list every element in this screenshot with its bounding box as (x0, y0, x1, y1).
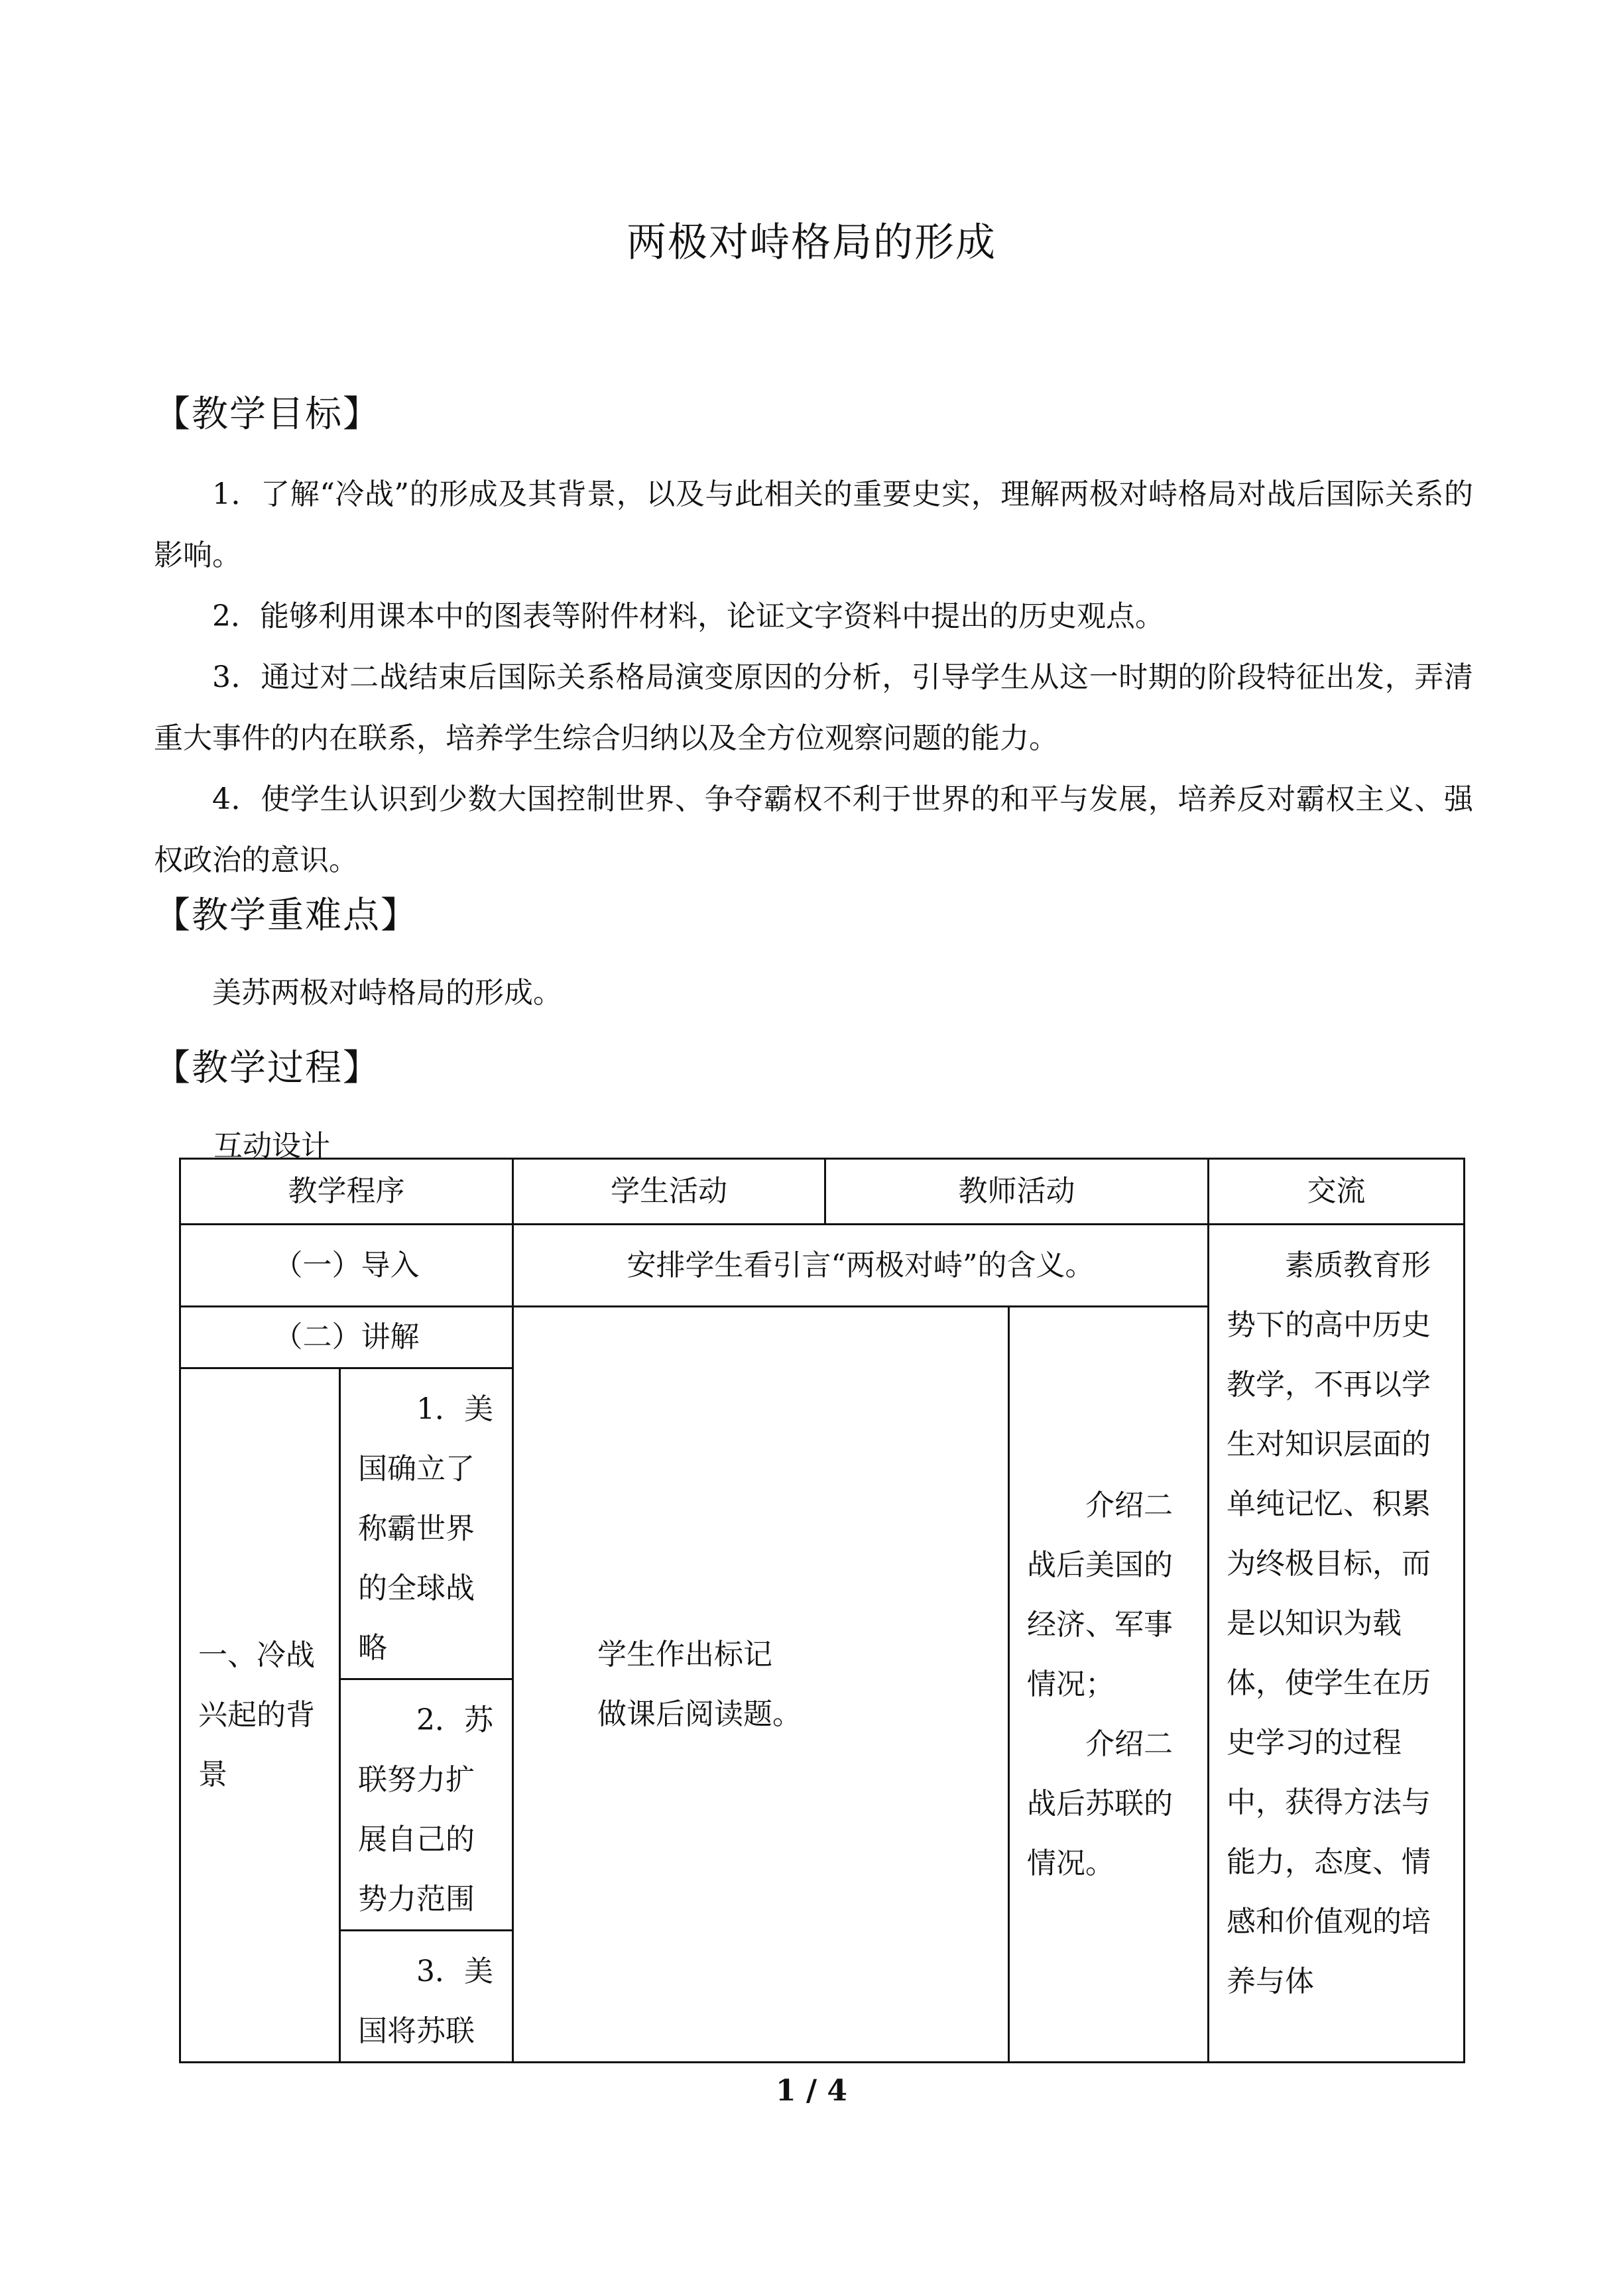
procedure-intro: （一）导入 (180, 1225, 513, 1307)
objective-item: 3．通过对二战结束后国际关系格局演变原因的分析，引导学生从这一时期的阶段特征出发，弄清重大事件的内在联系，培养学生综合归纳以及全方位观察问题的能力。 (154, 660, 1473, 755)
teacher-activity-ussr: 介绍二战后苏联的情况。 (1027, 1726, 1173, 1880)
key-points-text: 美苏两极对峙格局的形成。 (212, 976, 562, 1010)
key-points-heading: 【教学重难点】 (154, 894, 419, 936)
objectives-list (154, 464, 1473, 891)
objective-item: 1．了解“冷战”的形成及其背景，以及与此相关的重要史实，理解两极对峙格局对战后国际关系的影响。 (154, 477, 1473, 572)
point-ussr-expansion: 2．苏联努力扩展自己的势力范围 (340, 1679, 513, 1931)
table-caption: 互动设计 (213, 1129, 330, 1163)
student-activity-line: 学生作出标记 (597, 1637, 772, 1671)
header-student-activity: 学生活动 (513, 1159, 825, 1225)
process-table (179, 1158, 1465, 2063)
intro-activity: 安排学生看引言“两极对峙”的含义。 (513, 1225, 1209, 1307)
point-us-ussr: 3．美国将苏联 (340, 1931, 513, 2063)
header-procedure: 教学程序 (180, 1159, 513, 1225)
point-us-strategy: 1．美国确立了称霸世界的全球战略 (340, 1368, 513, 1679)
page-title: 两极对峙格局的形成 (627, 219, 996, 266)
objective-item: 2．能够利用课本中的图表等附件材料，论证文字资料中提出的历史观点。 (212, 599, 1164, 633)
header-teacher-activity: 教师活动 (825, 1159, 1209, 1225)
teacher-activity-us: 介绍二战后美国的经济、军事情况； (1027, 1488, 1173, 1701)
process-heading: 【教学过程】 (154, 1046, 381, 1089)
header-exchange: 交流 (1209, 1159, 1465, 1225)
objective-item: 4．使学生认识到少数大国控制世界、争夺霸权不利于世界的和平与发展，培养反对霸权主义、强权政治的意识。 (154, 782, 1473, 877)
student-activity-line: 做课后阅读题。 (597, 1697, 802, 1731)
procedure-explain: （二）讲解 (180, 1307, 513, 1368)
section-cold-war-background: 一、冷战兴起的背景 (180, 1368, 340, 2063)
page-number: 1 / 4 (776, 2074, 847, 2108)
key-points-text-block (154, 963, 1473, 1024)
exchange-cell: 素质教育形势下的高中历史教学，不再以学生对知识层面的单纯记忆、积累为终极目标，而是以知识为载体，使学生在历史学习的过程中，获得方法与能力，态度、情感和价值观的培养与体 (1209, 1225, 1465, 2063)
student-activity-cell (513, 1307, 1009, 2063)
objectives-heading: 【教学目标】 (154, 393, 381, 435)
teacher-activity-cell (1009, 1307, 1209, 2063)
table-header-row (180, 1159, 1465, 1225)
table-row (180, 1225, 1465, 1307)
